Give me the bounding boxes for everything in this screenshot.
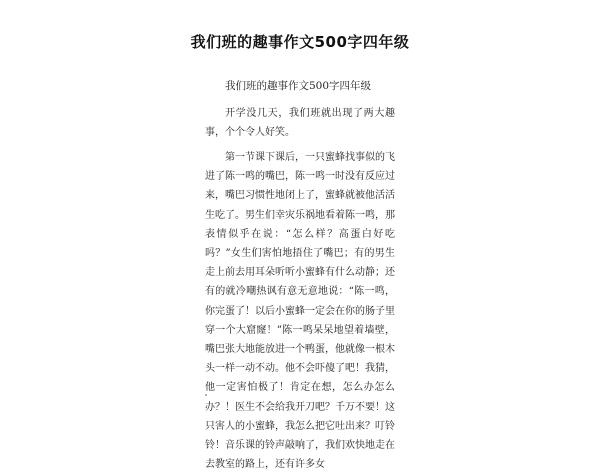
document-page bbox=[205, 60, 395, 471]
document-title: 我们班的趣事作文500字四年级 bbox=[190, 33, 410, 51]
scan-speck bbox=[205, 394, 207, 396]
paragraph-intro: 开学没几天，我们班就出现了两大趣事，个个令人好笑。 bbox=[205, 108, 395, 139]
paragraph-story: 第一节课下课后，一只蜜蜂找事似的飞进了陈一鸣的嘴巴，陈一鸣一时没有反应过来，嘴巴习惯性地闭上了，蜜蜂就被他活活生吃了。男生们幸灾乐祸地看着陈一鸣，那表情似乎在说：“怎么样？高蛋白好吃吗？”女生们害怕地捂住了嘴巴；有的男生走上前去用耳朵听听小蜜蜂有什么动静；还有的就冷嘲热讽有意无意地说：“陈一鸣，你完蛋了！以后小蜜蜂一定会在你的肠子里穿一个大窟窿！”陈一鸣呆呆地望着墙壁，嘴巴张大地能放进一个鸭蛋，他就像一根木头一样一动不动。他不会吓傻了吧！我猜，他一定害怕极了！肯定在想，怎么办怎么办？！医生不会给我开刀吧？千万不要！这只害人的小蜜蜂，我怎么把它吐出来？叮铃铃！音乐课的铃声敲响了，我们欢快地走在去教室的路上，还有许多女 bbox=[205, 152, 395, 471]
page-inner-title: 我们班的趣事作文500字四年级 bbox=[225, 80, 372, 92]
